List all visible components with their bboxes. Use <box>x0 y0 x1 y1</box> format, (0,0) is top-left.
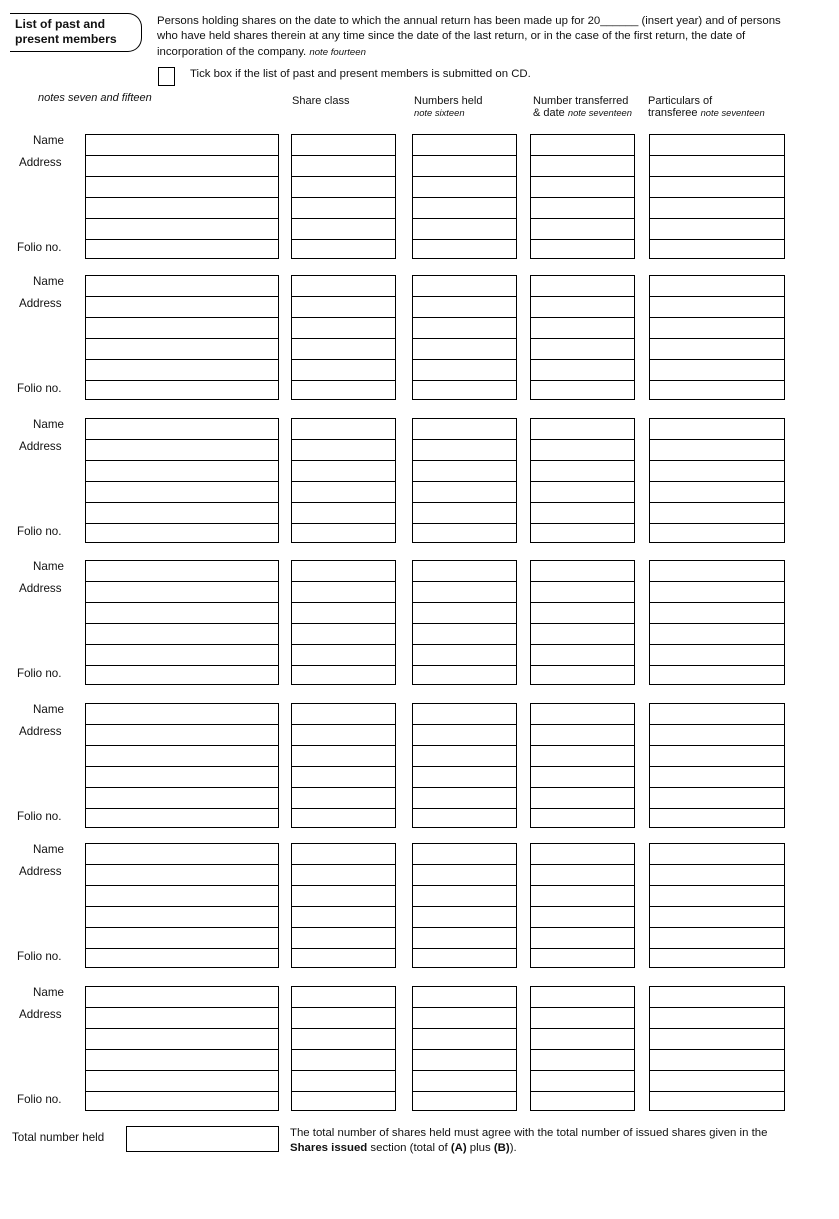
entry-line[interactable] <box>413 1028 516 1029</box>
entry-line[interactable] <box>413 808 516 809</box>
entry-line[interactable] <box>413 317 516 318</box>
entry-line[interactable] <box>292 745 395 746</box>
transferred-column <box>530 703 635 828</box>
entry-line[interactable] <box>413 218 516 219</box>
numbers-held-column <box>412 418 517 543</box>
entry-line[interactable] <box>531 1007 634 1008</box>
entry-line[interactable] <box>86 724 278 725</box>
entry-line[interactable] <box>413 296 516 297</box>
entry-line[interactable] <box>531 745 634 746</box>
number-transferred-note: note seventeen <box>567 107 632 118</box>
name-label: Name <box>33 275 64 288</box>
name-address-column <box>85 134 279 259</box>
entry-line[interactable] <box>531 460 634 461</box>
entry-line[interactable] <box>650 724 784 725</box>
entry-line[interactable] <box>292 460 395 461</box>
entry-line[interactable] <box>413 197 516 198</box>
share-class-column <box>291 986 396 1111</box>
entry-line[interactable] <box>86 523 278 524</box>
entry-line[interactable] <box>86 439 278 440</box>
entry-line[interactable] <box>413 602 516 603</box>
entry-line[interactable] <box>86 380 278 381</box>
entry-line[interactable] <box>292 317 395 318</box>
share-class-column <box>291 134 396 259</box>
folio-label: Folio no. <box>17 382 62 395</box>
address-label: Address <box>19 156 62 169</box>
transferred-column <box>530 134 635 259</box>
share-class-header: Share class <box>292 95 350 107</box>
entry-line[interactable] <box>531 665 634 666</box>
numbers-held-title: Numbers held <box>414 95 483 107</box>
entry-line[interactable] <box>531 239 634 240</box>
share-class-column <box>291 560 396 685</box>
footer-bold-shares-issued: Shares issued <box>290 1142 368 1155</box>
entry-line[interactable] <box>292 644 395 645</box>
transferred-column <box>530 418 635 543</box>
entry-line[interactable] <box>531 581 634 582</box>
address-label: Address <box>19 582 62 595</box>
particulars-column <box>649 560 785 685</box>
entry-line[interactable] <box>86 885 278 886</box>
entry-line[interactable] <box>413 724 516 725</box>
entry-line[interactable] <box>413 581 516 582</box>
entry-line[interactable] <box>650 1028 784 1029</box>
name-label: Name <box>33 843 64 856</box>
entry-line[interactable] <box>86 1049 278 1050</box>
entry-line[interactable] <box>292 296 395 297</box>
entry-line[interactable] <box>292 197 395 198</box>
entry-line[interactable] <box>292 481 395 482</box>
numbers-held-column <box>412 703 517 828</box>
entry-line[interactable] <box>650 380 784 381</box>
numbers-held-column <box>412 275 517 400</box>
cd-submission-checkbox[interactable] <box>158 67 175 86</box>
entry-line[interactable] <box>650 906 784 907</box>
name-label: Name <box>33 560 64 573</box>
entry-line[interactable] <box>86 218 278 219</box>
entry-line[interactable] <box>292 787 395 788</box>
entry-line[interactable] <box>650 439 784 440</box>
entry-line[interactable] <box>650 481 784 482</box>
entry-line[interactable] <box>86 359 278 360</box>
entry-line[interactable] <box>292 885 395 886</box>
entry-line[interactable] <box>413 787 516 788</box>
footer-text-3: plus <box>466 1142 494 1155</box>
entry-line[interactable] <box>86 197 278 198</box>
entry-line[interactable] <box>86 581 278 582</box>
folio-label: Folio no. <box>17 667 62 680</box>
entry-line[interactable] <box>650 460 784 461</box>
entry-line[interactable] <box>650 296 784 297</box>
footer-note <box>290 1126 790 1157</box>
entry-line[interactable] <box>531 766 634 767</box>
entry-line[interactable] <box>86 1007 278 1008</box>
address-label: Address <box>19 297 62 310</box>
share-class-column <box>291 275 396 400</box>
entry-line[interactable] <box>413 644 516 645</box>
entry-line[interactable] <box>531 1070 634 1071</box>
particulars-column <box>649 703 785 828</box>
entry-line[interactable] <box>413 864 516 865</box>
entry-line[interactable] <box>292 927 395 928</box>
name-label: Name <box>33 418 64 431</box>
entry-line[interactable] <box>292 1070 395 1071</box>
entry-line[interactable] <box>531 359 634 360</box>
entry-line[interactable] <box>292 1091 395 1092</box>
entry-line[interactable] <box>86 623 278 624</box>
share-class-column <box>291 843 396 968</box>
entry-line[interactable] <box>531 1049 634 1050</box>
name-address-column <box>85 275 279 400</box>
entry-line[interactable] <box>650 176 784 177</box>
entry-line[interactable] <box>86 481 278 482</box>
entry-line[interactable] <box>292 380 395 381</box>
entry-line[interactable] <box>413 745 516 746</box>
entry-line[interactable] <box>413 239 516 240</box>
entry-line[interactable] <box>292 338 395 339</box>
entry-line[interactable] <box>86 745 278 746</box>
entry-line[interactable] <box>292 665 395 666</box>
numbers-held-column <box>412 134 517 259</box>
entry-line[interactable] <box>292 523 395 524</box>
numbers-held-column <box>412 843 517 968</box>
folio-label: Folio no. <box>17 241 62 254</box>
entry-line[interactable] <box>650 602 784 603</box>
entry-line[interactable] <box>650 239 784 240</box>
entry-line[interactable] <box>531 602 634 603</box>
particulars-column <box>649 134 785 259</box>
entry-line[interactable] <box>413 176 516 177</box>
entry-line[interactable] <box>531 197 634 198</box>
entry-line[interactable] <box>86 927 278 928</box>
numbers-held-column <box>412 560 517 685</box>
cd-checkbox-label: Tick box if the list of past and present members is submitted on CD. <box>190 68 531 80</box>
entry-line[interactable] <box>413 927 516 928</box>
entry-line[interactable] <box>650 885 784 886</box>
particulars-column <box>649 275 785 400</box>
entry-line[interactable] <box>86 338 278 339</box>
entry-line[interactable] <box>650 623 784 624</box>
entry-line[interactable] <box>86 644 278 645</box>
entry-line[interactable] <box>650 155 784 156</box>
entry-line[interactable] <box>413 523 516 524</box>
entry-line[interactable] <box>292 1028 395 1029</box>
entry-line[interactable] <box>531 1028 634 1029</box>
entry-line[interactable] <box>650 523 784 524</box>
transferred-column <box>530 275 635 400</box>
entry-line[interactable] <box>531 218 634 219</box>
entry-line[interactable] <box>413 766 516 767</box>
entry-line[interactable] <box>531 338 634 339</box>
entry-line[interactable] <box>413 338 516 339</box>
entry-line[interactable] <box>413 1091 516 1092</box>
entry-line[interactable] <box>86 665 278 666</box>
entry-line[interactable] <box>413 665 516 666</box>
total-label: Total number held <box>12 1131 105 1144</box>
numbers-held-note: note sixteen <box>414 107 465 118</box>
transferred-column <box>530 986 635 1111</box>
entry-line[interactable] <box>650 948 784 949</box>
entry-line[interactable] <box>650 581 784 582</box>
name-label: Name <box>33 986 64 999</box>
address-label: Address <box>19 725 62 738</box>
entry-line[interactable] <box>650 745 784 746</box>
entry-line[interactable] <box>413 885 516 886</box>
entry-line[interactable] <box>413 359 516 360</box>
entry-line[interactable] <box>86 460 278 461</box>
entry-line[interactable] <box>650 338 784 339</box>
entry-line[interactable] <box>86 948 278 949</box>
section-title-line2: present members <box>15 32 117 46</box>
entry-line[interactable] <box>86 864 278 865</box>
entry-line[interactable] <box>292 602 395 603</box>
name-address-column <box>85 986 279 1111</box>
entry-line[interactable] <box>292 176 395 177</box>
entry-line[interactable] <box>650 665 784 666</box>
section-title-line1: List of past and <box>15 17 106 31</box>
entry-line[interactable] <box>650 502 784 503</box>
entry-line[interactable] <box>650 317 784 318</box>
entry-line[interactable] <box>531 155 634 156</box>
address-label: Address <box>19 440 62 453</box>
entry-line[interactable] <box>413 439 516 440</box>
intro-paragraph <box>157 14 797 60</box>
entry-line[interactable] <box>531 724 634 725</box>
name-address-column <box>85 560 279 685</box>
entry-line[interactable] <box>650 1091 784 1092</box>
total-number-held-field[interactable] <box>126 1126 279 1152</box>
entry-line[interactable] <box>650 808 784 809</box>
entry-line[interactable] <box>413 906 516 907</box>
name-label: Name <box>33 703 64 716</box>
entry-line[interactable] <box>292 218 395 219</box>
entry-line[interactable] <box>292 1049 395 1050</box>
entry-line[interactable] <box>86 296 278 297</box>
number-transferred-date: & date <box>533 107 565 119</box>
transferred-column <box>530 560 635 685</box>
entry-line[interactable] <box>650 1007 784 1008</box>
particulars-column <box>649 418 785 543</box>
entry-line[interactable] <box>650 644 784 645</box>
footer-text-4: ). <box>509 1142 517 1155</box>
entry-line[interactable] <box>86 502 278 503</box>
entry-line[interactable] <box>292 864 395 865</box>
entry-line[interactable] <box>292 439 395 440</box>
entry-line[interactable] <box>531 317 634 318</box>
name-address-column <box>85 418 279 543</box>
folio-label: Folio no. <box>17 1093 62 1106</box>
entry-line[interactable] <box>531 927 634 928</box>
entry-line[interactable] <box>292 1007 395 1008</box>
entry-line[interactable] <box>86 1091 278 1092</box>
entry-line[interactable] <box>650 1049 784 1050</box>
entry-line[interactable] <box>531 885 634 886</box>
entry-line[interactable] <box>650 359 784 360</box>
number-transferred-title: Number transferred <box>533 95 629 107</box>
entry-line[interactable] <box>531 644 634 645</box>
entry-line[interactable] <box>650 787 784 788</box>
entry-line[interactable] <box>86 1070 278 1071</box>
section-title-tab <box>10 13 142 52</box>
entry-line[interactable] <box>292 948 395 949</box>
numbers-held-column <box>412 986 517 1111</box>
entry-line[interactable] <box>650 197 784 198</box>
entry-line[interactable] <box>292 359 395 360</box>
share-class-column <box>291 418 396 543</box>
entry-line[interactable] <box>292 155 395 156</box>
entry-line[interactable] <box>292 502 395 503</box>
footer-text-1: The total number of shares held must agree with the total number of issued shares given in the <box>290 1127 768 1139</box>
name-address-column <box>85 703 279 828</box>
particulars-title: Particulars of <box>648 95 713 107</box>
entry-line[interactable] <box>531 176 634 177</box>
entry-line[interactable] <box>413 481 516 482</box>
entry-line[interactable] <box>86 602 278 603</box>
entry-line[interactable] <box>531 808 634 809</box>
folio-label: Folio no. <box>17 950 62 963</box>
entry-line[interactable] <box>650 1070 784 1071</box>
entry-line[interactable] <box>292 766 395 767</box>
entry-line[interactable] <box>531 1091 634 1092</box>
entry-line[interactable] <box>413 380 516 381</box>
entry-line[interactable] <box>413 948 516 949</box>
entry-line[interactable] <box>531 439 634 440</box>
address-label: Address <box>19 865 62 878</box>
entry-line[interactable] <box>413 460 516 461</box>
address-label: Address <box>19 1008 62 1021</box>
entry-line[interactable] <box>86 1028 278 1029</box>
footer-bold-a: (A) <box>450 1142 467 1155</box>
entry-line[interactable] <box>292 724 395 725</box>
entry-line[interactable] <box>531 296 634 297</box>
entry-line[interactable] <box>292 239 395 240</box>
entry-line[interactable] <box>413 623 516 624</box>
entry-line[interactable] <box>413 502 516 503</box>
entry-line[interactable] <box>531 787 634 788</box>
name-address-column <box>85 843 279 968</box>
entry-line[interactable] <box>292 906 395 907</box>
entry-line[interactable] <box>413 1007 516 1008</box>
entry-line[interactable] <box>531 623 634 624</box>
name-label: Name <box>33 134 64 147</box>
entry-line[interactable] <box>413 1049 516 1050</box>
entry-line[interactable] <box>86 808 278 809</box>
entry-line[interactable] <box>86 906 278 907</box>
entry-line[interactable] <box>86 155 278 156</box>
entry-line[interactable] <box>86 317 278 318</box>
entry-line[interactable] <box>531 948 634 949</box>
entry-line[interactable] <box>86 239 278 240</box>
entry-line[interactable] <box>86 787 278 788</box>
entry-line[interactable] <box>413 155 516 156</box>
particulars-header <box>648 95 765 119</box>
entry-line[interactable] <box>650 864 784 865</box>
folio-label: Folio no. <box>17 810 62 823</box>
transferred-column <box>530 843 635 968</box>
entry-line[interactable] <box>531 523 634 524</box>
entry-line[interactable] <box>292 623 395 624</box>
entry-line[interactable] <box>650 218 784 219</box>
particulars-transferee: transferee <box>648 107 698 119</box>
entry-line[interactable] <box>531 906 634 907</box>
entry-line[interactable] <box>292 581 395 582</box>
intro-text: Persons holding shares on the date to which the annual return has been made up for 20______ (insert year) and of persons who have held shares therein at any time since the date of the last return, or in the case of the first return, the date of incorporation of the company. <box>157 15 781 58</box>
particulars-column <box>649 843 785 968</box>
number-transferred-header <box>533 95 632 119</box>
footer-text-2: section (total of <box>367 1142 451 1155</box>
entry-line[interactable] <box>413 1070 516 1071</box>
entry-line[interactable] <box>531 502 634 503</box>
entry-line[interactable] <box>86 176 278 177</box>
footer-bold-b: (B) <box>493 1142 510 1155</box>
entry-line[interactable] <box>650 927 784 928</box>
particulars-column <box>649 986 785 1111</box>
intro-note: note fourteen <box>309 46 366 58</box>
entry-line[interactable] <box>531 380 634 381</box>
entry-line[interactable] <box>650 766 784 767</box>
notes-header: notes seven and fifteen <box>38 92 152 104</box>
folio-label: Folio no. <box>17 525 62 538</box>
entry-line[interactable] <box>86 766 278 767</box>
entry-line[interactable] <box>292 808 395 809</box>
entry-line[interactable] <box>531 481 634 482</box>
share-class-column <box>291 703 396 828</box>
particulars-note: note seventeen <box>700 107 765 118</box>
numbers-held-header <box>414 95 482 119</box>
entry-line[interactable] <box>531 864 634 865</box>
